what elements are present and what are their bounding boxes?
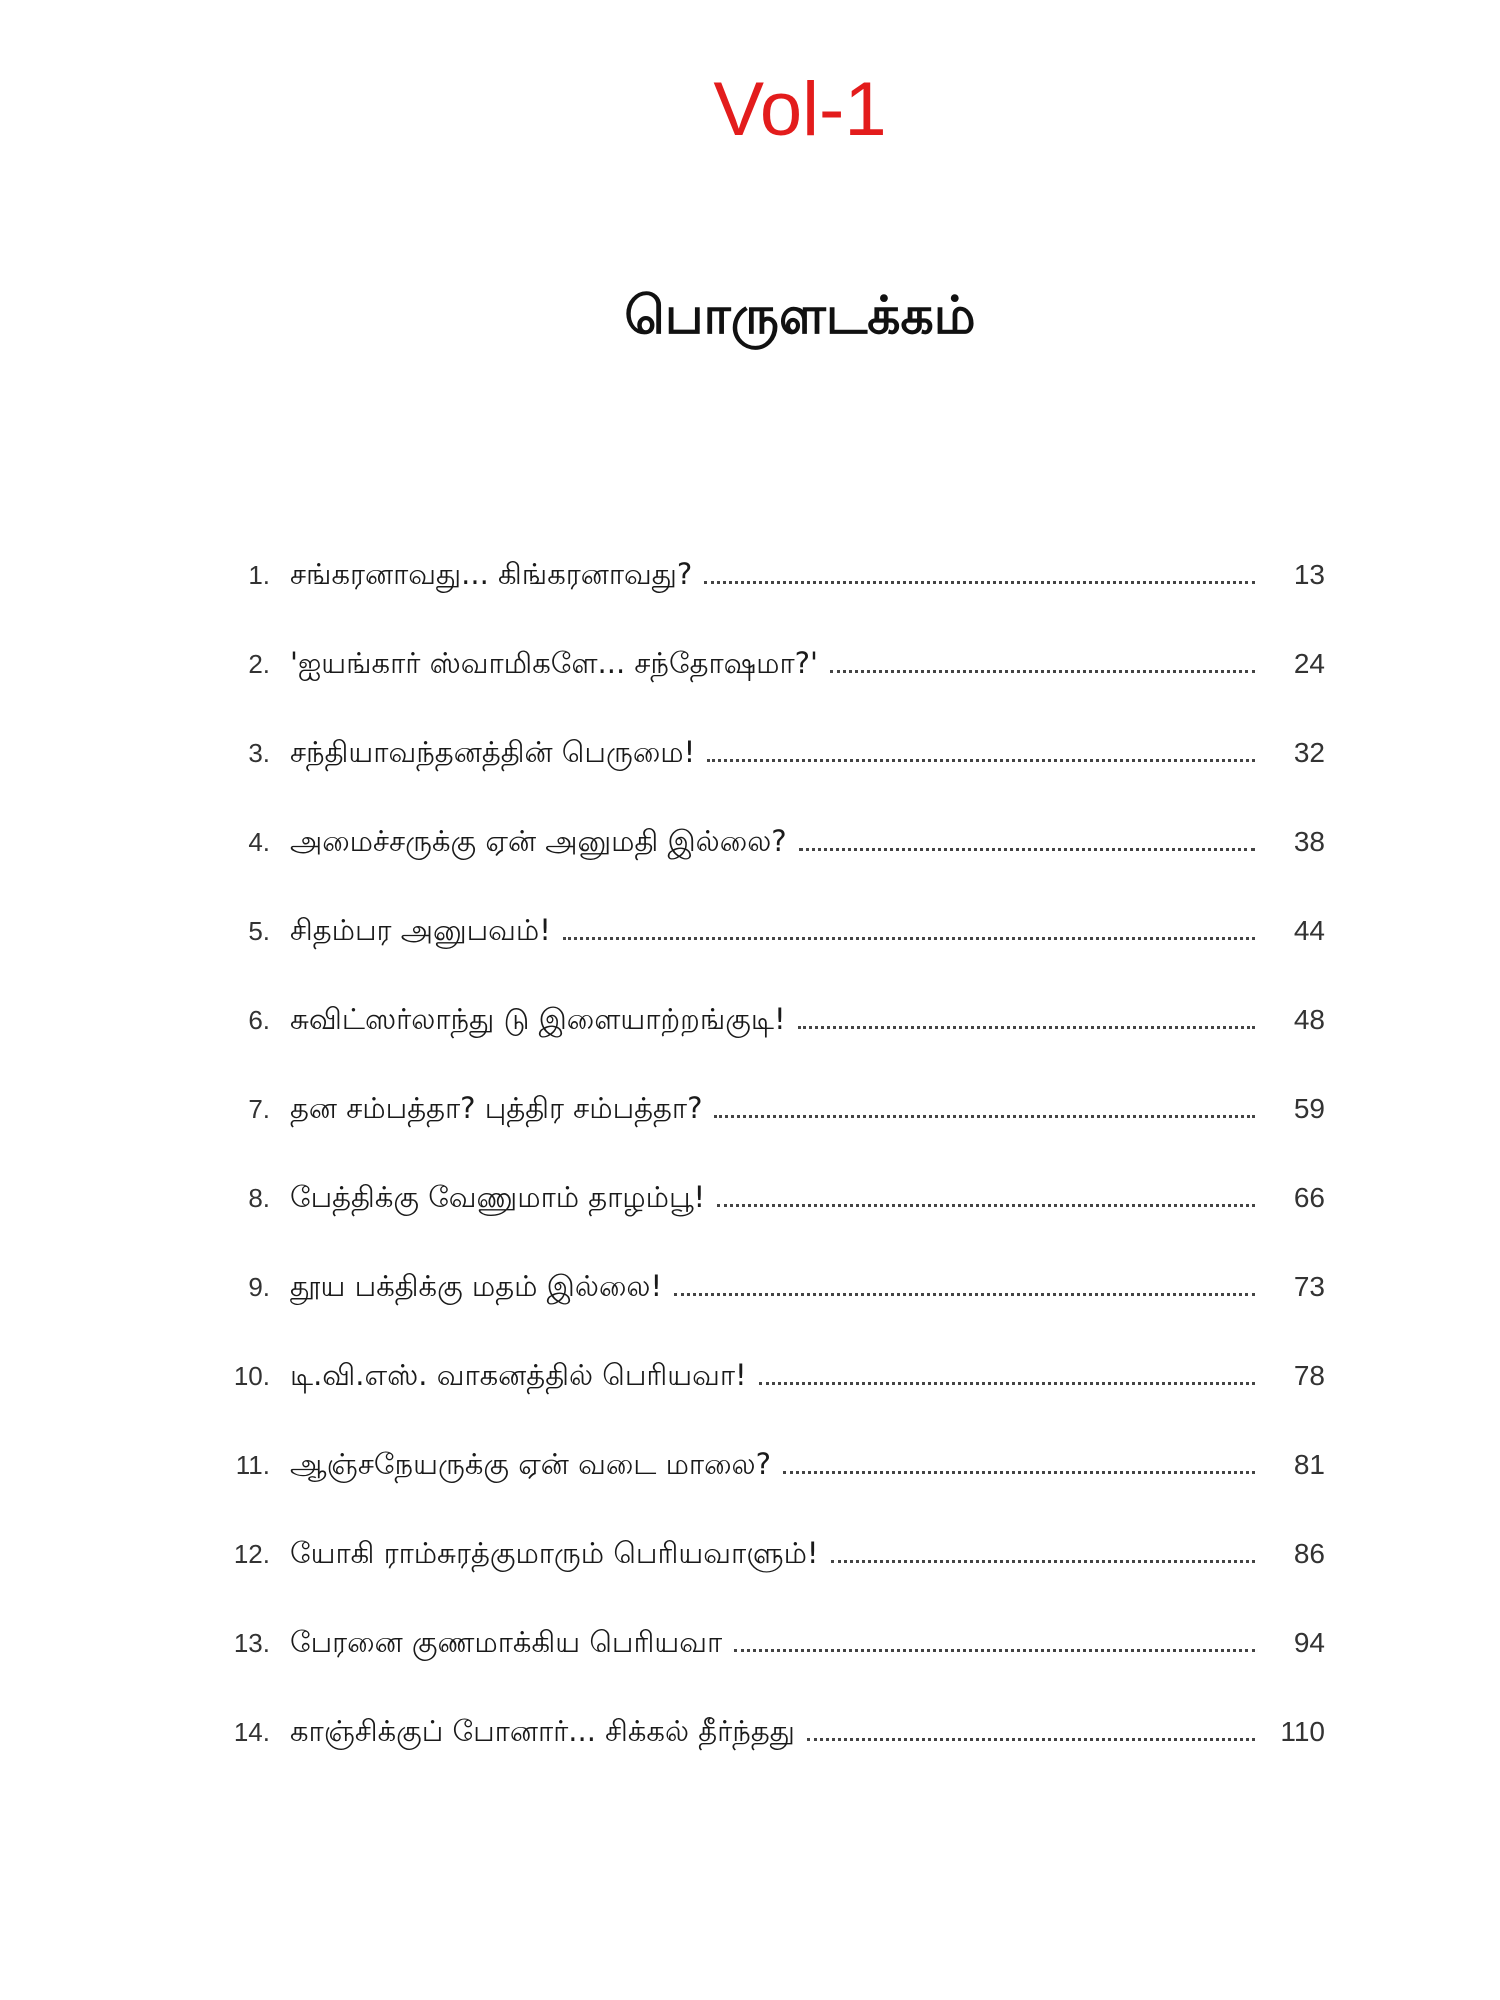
toc-entry-title: டி.வி.எஸ். வாகனத்தில் பெரியவா! [290, 1358, 747, 1392]
toc-entry-number: 2. [248, 649, 270, 679]
toc-dot-leader [717, 1204, 1255, 1207]
toc-entry-number: 4. [248, 827, 270, 857]
toc-dot-leader [714, 1115, 1255, 1118]
toc-entry [195, 1509, 1325, 1598]
table-of-contents [195, 530, 1325, 1776]
toc-entry-page: 110 [1280, 1716, 1325, 1747]
toc-entry-page: 59 [1293, 1093, 1325, 1124]
toc-dot-leader [759, 1382, 1255, 1385]
toc-entry-page: 73 [1293, 1271, 1325, 1302]
toc-entry-page: 32 [1293, 737, 1325, 768]
page-title: பொருளடக்கம் [624, 286, 976, 346]
toc-entry-page: 48 [1293, 1004, 1325, 1035]
toc-entry [195, 1064, 1325, 1153]
toc-entry [195, 886, 1325, 975]
toc-dot-leader [830, 670, 1255, 673]
toc-entry-title: சந்தியாவந்தனத்தின் பெருமை! [290, 735, 696, 769]
toc-dot-leader [734, 1649, 1255, 1652]
toc-entry-page: 86 [1293, 1538, 1325, 1569]
toc-entry-page: 78 [1293, 1360, 1325, 1391]
toc-entry-number: 3. [248, 738, 270, 768]
toc-entry [195, 975, 1325, 1064]
toc-entry-page: 66 [1293, 1182, 1325, 1213]
toc-entry [195, 797, 1325, 886]
toc-entry-number: 9. [248, 1272, 270, 1302]
toc-entry-page: 94 [1293, 1627, 1325, 1658]
toc-entry-number: 11. [235, 1450, 270, 1480]
toc-entry-title: பேரனை குணமாக்கிய பெரியவா [290, 1625, 723, 1659]
toc-entry [195, 619, 1325, 708]
toc-entry-page: 44 [1293, 915, 1325, 946]
toc-entry [195, 1331, 1325, 1420]
toc-entry-title: காஞ்சிக்குப் போனார்... சிக்கல் தீர்ந்தது [290, 1714, 795, 1748]
toc-dot-leader [799, 848, 1255, 851]
toc-entry-title: அமைச்சருக்கு ஏன் அனுமதி இல்லை? [290, 824, 787, 858]
toc-entry-number: 12. [233, 1539, 270, 1569]
toc-entry-title: சங்கரனாவது... கிங்கரனாவது? [290, 557, 693, 591]
toc-entry-number: 10. [233, 1361, 270, 1391]
toc-entry [195, 530, 1325, 619]
toc-entry-number: 6. [248, 1005, 270, 1035]
toc-entry [195, 1598, 1325, 1687]
toc-entry [195, 1242, 1325, 1331]
toc-entry-title: தூய பக்திக்கு மதம் இல்லை! [290, 1269, 663, 1303]
toc-dot-leader [704, 581, 1255, 584]
toc-entry-page: 38 [1293, 826, 1325, 857]
toc-dot-leader [674, 1293, 1255, 1296]
toc-entry-number: 7. [248, 1094, 270, 1124]
toc-dot-leader [707, 759, 1255, 762]
toc-entry-title: பேத்திக்கு வேணுமாம் தாழம்பூ! [290, 1180, 706, 1214]
toc-entry [195, 1153, 1325, 1242]
toc-entry-title: 'ஐயங்கார் ஸ்வாமிகளே... சந்தோஷமா?' [290, 646, 818, 680]
volume-label: Vol-1 [713, 67, 887, 152]
toc-entry-number: 1. [248, 560, 270, 590]
toc-entry-title: சுவிட்ஸர்லாந்து டு இளையாற்றங்குடி! [290, 1002, 786, 1036]
toc-dot-leader [783, 1471, 1255, 1474]
toc-entry [195, 708, 1325, 797]
toc-dot-leader [831, 1560, 1255, 1563]
toc-dot-leader [807, 1738, 1255, 1741]
toc-entry-number: 14. [233, 1717, 270, 1747]
toc-entry-title: யோகி ராம்சுரத்குமாரும் பெரியவாளும்! [290, 1536, 819, 1570]
toc-entry [195, 1687, 1325, 1776]
toc-entry-page: 13 [1293, 559, 1325, 590]
toc-entry-title: தன சம்பத்தா? புத்திர சம்பத்தா? [290, 1091, 703, 1125]
toc-entry-number: 8. [248, 1183, 270, 1213]
toc-entry-title: சிதம்பர அனுபவம்! [290, 913, 551, 947]
toc-entry-page: 24 [1293, 648, 1325, 679]
toc-entry-number: 5. [248, 916, 270, 946]
toc-dot-leader [563, 937, 1255, 940]
toc-entry-number: 13. [233, 1628, 270, 1658]
toc-entry-page: 81 [1293, 1449, 1325, 1480]
toc-dot-leader [798, 1026, 1255, 1029]
toc-entry-title: ஆஞ்சநேயருக்கு ஏன் வடை மாலை? [290, 1447, 771, 1481]
toc-entry [195, 1420, 1325, 1509]
